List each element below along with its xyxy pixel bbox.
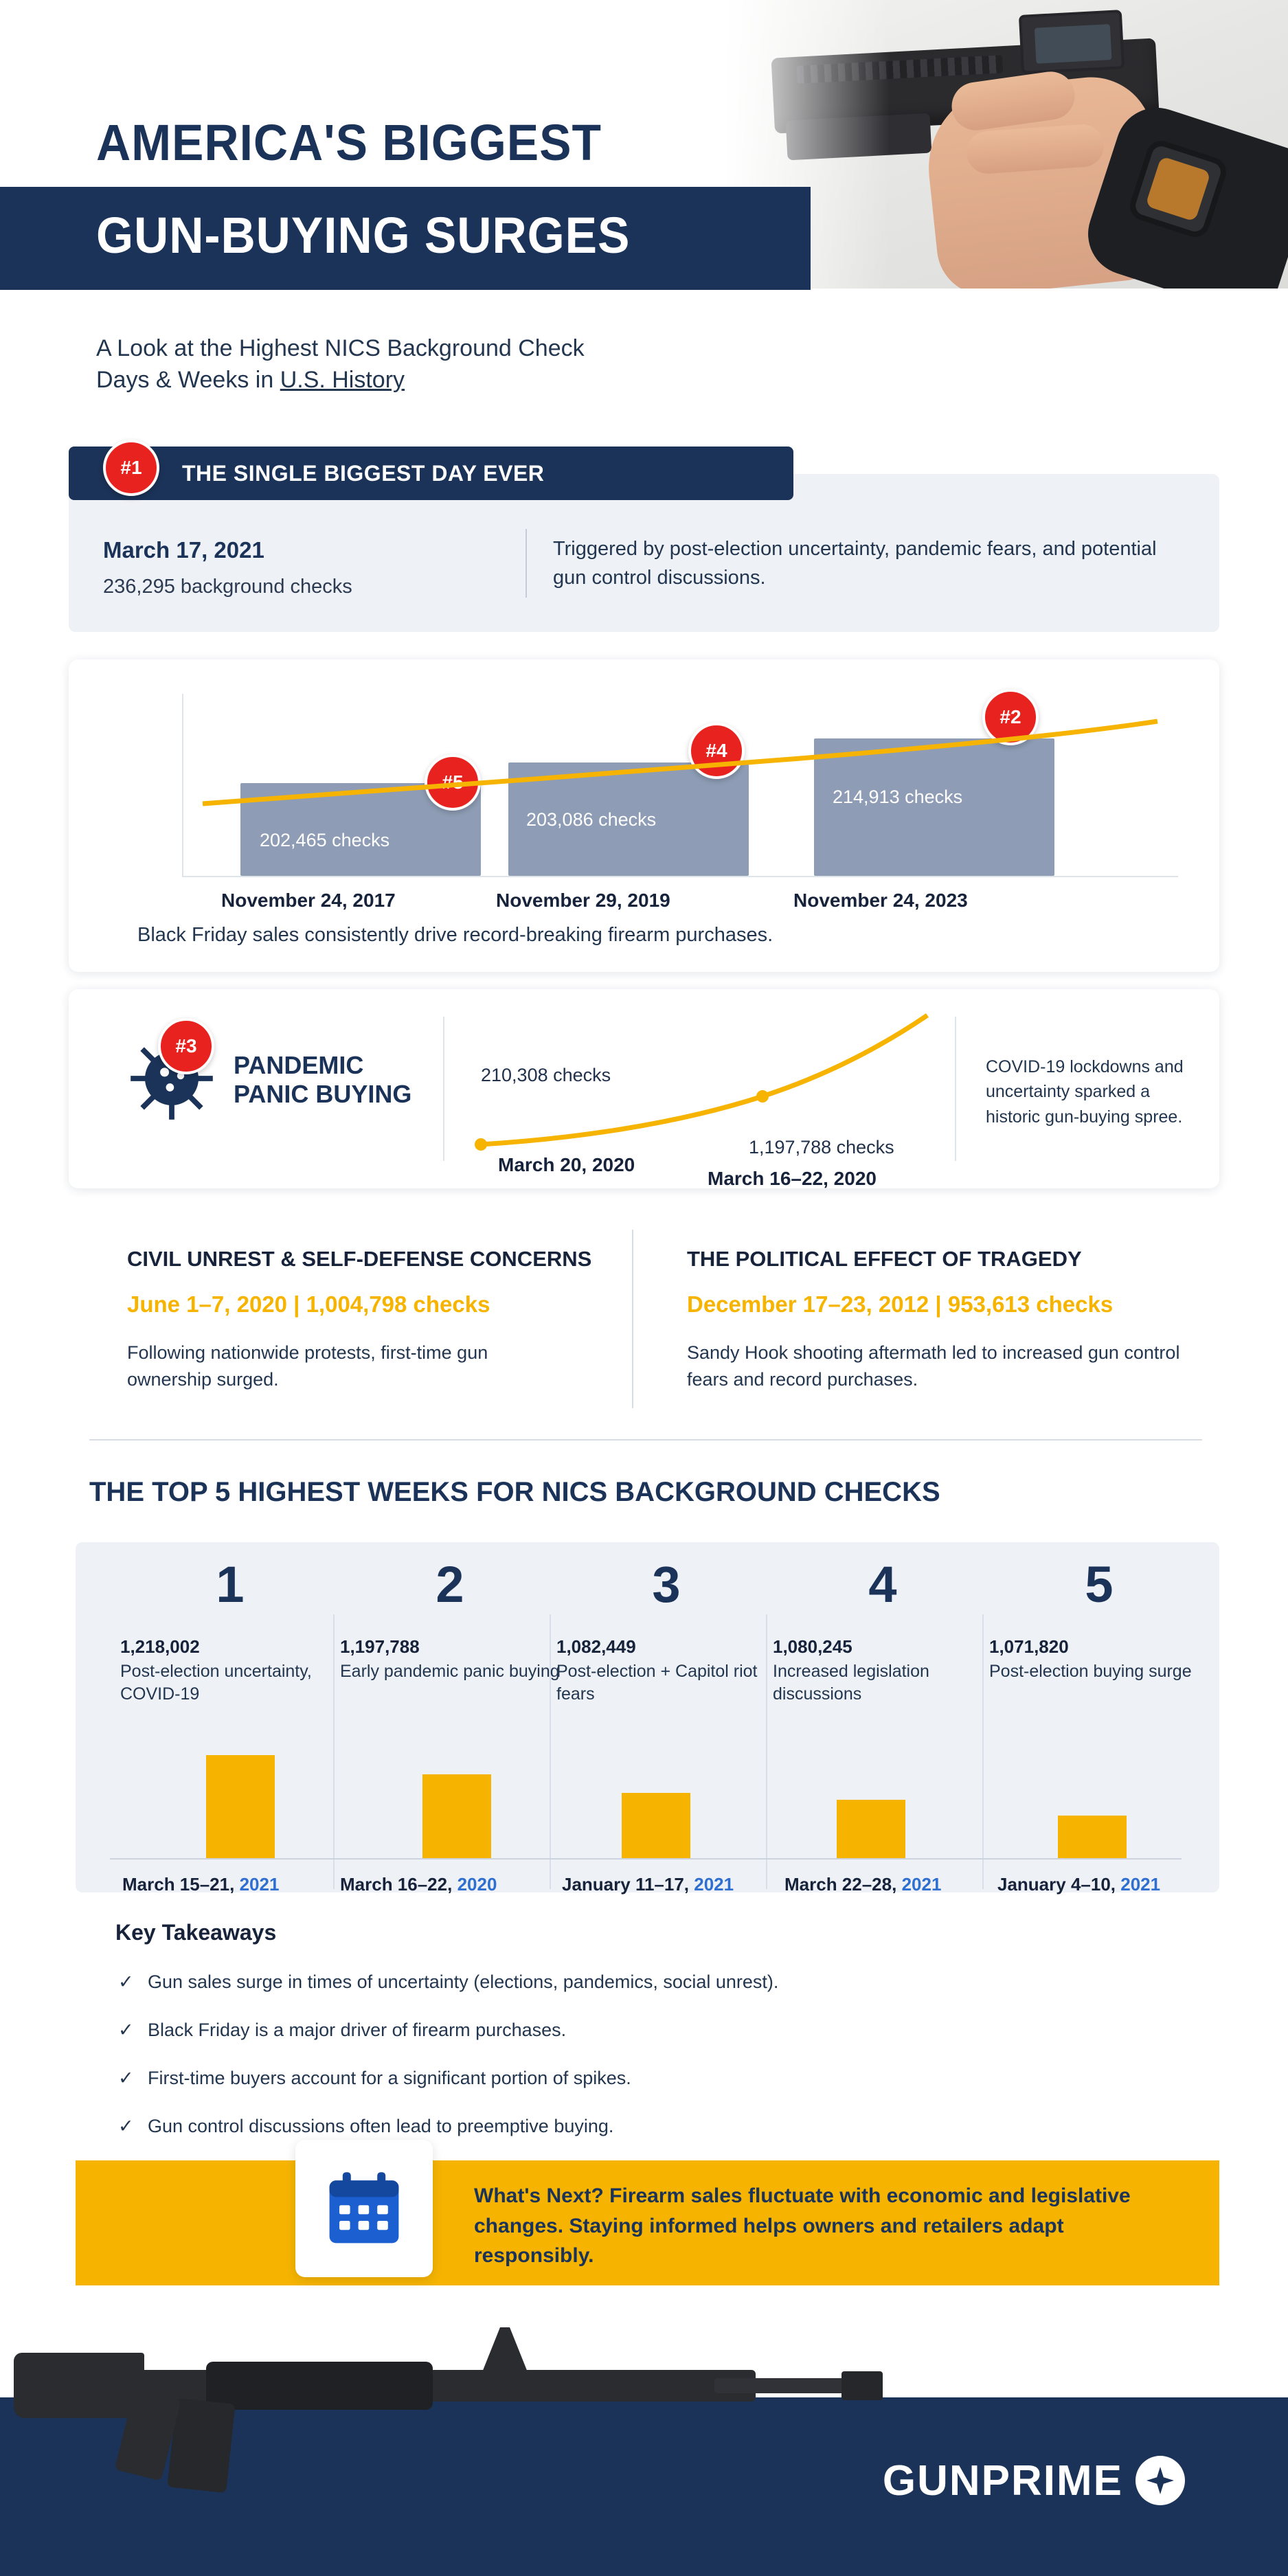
political-tragedy-description: Sandy Hook shooting aftermath led to increased gun control fears and record purchases. [687, 1342, 1180, 1390]
civil-unrest-title: CIVIL UNREST & SELF-DEFENSE CONCERNS [127, 1247, 592, 1271]
top5-date-year: 2021 [694, 1874, 734, 1895]
rank-badge-2: #2 [982, 689, 1039, 745]
divider [443, 1017, 444, 1161]
check-icon: ✓ [118, 2116, 134, 2136]
black-friday-caption: Black Friday sales consistently drive record-breaking firearm purchases. [137, 924, 773, 946]
top5-date-year: 2021 [1120, 1874, 1161, 1895]
red-dot-optic-shape [1019, 10, 1125, 74]
pandemic-title-line1: PANDEMIC [234, 1051, 364, 1079]
key-takeaway-item: Gun sales surge in times of uncertainty (elections, pandemics, social unrest). [148, 1971, 779, 1992]
top5-column-3 [556, 1556, 776, 1705]
subtitle-underlined: U.S. History [280, 366, 405, 393]
pandemic-title-line2: PANIC BUYING [234, 1080, 412, 1109]
top5-rank: 2 [436, 1556, 464, 1613]
top5-bar-4 [837, 1800, 905, 1858]
page-title-line2: GUN-BUYING SURGES [96, 207, 631, 264]
brand-logo-text: GUNPRIME [882, 2456, 1123, 2505]
top5-description: Increased legislation discussions [773, 1662, 929, 1704]
political-tragedy-stat: December 17–23, 2012 | 953,613 checks [687, 1291, 1114, 1317]
top5-column-1 [120, 1556, 340, 1705]
top5-column-2 [340, 1556, 560, 1683]
top5-date-main: March 15–21, [122, 1874, 240, 1895]
top5-date-2 [340, 1874, 497, 1895]
biggest-day-ribbon-label: THE SINGLE BIGGEST DAY EVER [182, 460, 545, 486]
black-friday-bar-2-label: 203,086 checks [526, 809, 657, 830]
rifle-muzzle-shape [841, 2371, 883, 2400]
cta-text: What's Next? Firearm sales fluctuate with economic and legislative changes. Staying informed helps owners and retailers adapt responsibly. [474, 2184, 1131, 2267]
biggest-day-checks: 236,295 background checks [103, 576, 352, 598]
black-friday-date-1: November 24, 2017 [221, 890, 396, 911]
top5-date-main: January 11–17, [562, 1874, 694, 1895]
biggest-day-date: March 17, 2021 [103, 537, 264, 563]
top5-description: Post-election uncertainty, COVID-19 [120, 1662, 312, 1704]
divider [526, 529, 527, 598]
rank-badge-5: #5 [425, 754, 481, 811]
rifle-photo [0, 2287, 893, 2514]
top5-number: 1,197,788 [340, 1636, 420, 1657]
pandemic-title [234, 1051, 411, 1109]
divider [89, 1439, 1202, 1440]
top5-number: 1,071,820 [989, 1636, 1069, 1657]
rifle-handguard-shape [206, 2362, 433, 2410]
black-friday-bar-1-label: 202,465 checks [260, 830, 390, 850]
black-friday-date-2: November 29, 2019 [496, 890, 670, 911]
rank-badge-3: #3 [158, 1018, 214, 1074]
page-subtitle [96, 333, 852, 396]
political-tragedy-title: THE POLITICAL EFFECT OF TRAGEDY [687, 1247, 1082, 1271]
check-icon: ✓ [118, 1971, 134, 1992]
top5-date-main: January 4–10, [997, 1874, 1121, 1895]
top5-date-year: 2020 [457, 1874, 497, 1895]
biggest-day-ribbon [69, 447, 793, 500]
top5-bar-3 [622, 1793, 690, 1858]
top5-rank: 5 [1085, 1556, 1114, 1613]
pandemic-description: COVID-19 lockdowns and uncertainty sparked a historic gun-buying spree. [986, 1057, 1184, 1127]
divider [632, 1230, 633, 1408]
top5-rank: 3 [652, 1556, 681, 1613]
subtitle-line1: A Look at the Highest NICS Background Check [96, 335, 585, 361]
key-takeaway-item: Black Friday is a major driver of firearm purchases. [148, 2020, 567, 2040]
page-title-line1: AMERICA'S BIGGEST [96, 114, 602, 171]
top5-number: 1,080,245 [773, 1636, 852, 1657]
top5-date-main: March 16–22, [340, 1874, 457, 1895]
top5-bar-5 [1058, 1816, 1127, 1858]
top5-description: Post-election buying surge [989, 1662, 1192, 1681]
top5-rank: 1 [216, 1556, 245, 1613]
top5-heading: THE TOP 5 HIGHEST WEEKS FOR NICS BACKGROUND CHECKS [89, 1477, 940, 1507]
top5-column-5 [989, 1556, 1209, 1683]
pandemic-point2-value: 1,197,788 checks [749, 1137, 894, 1157]
top5-x-axis [110, 1858, 1182, 1860]
civil-unrest-description: Following nationwide protests, first-time gun ownership surged. [127, 1342, 488, 1390]
biggest-day-description: Triggered by post-election uncertainty, pandemic fears, and potential gun control discussions. [553, 538, 1157, 589]
key-takeaway-item: First-time buyers account for a significant portion of spikes. [148, 2068, 631, 2088]
pandemic-point1-value: 210,308 checks [481, 1065, 611, 1085]
pandemic-point2-date: March 16–22, 2020 [708, 1168, 877, 1189]
rifle-front-sight-shape [481, 2327, 529, 2375]
top5-column-4 [773, 1556, 993, 1705]
calendar-icon [323, 2167, 405, 2250]
top5-number: 1,082,449 [556, 1636, 636, 1657]
top5-date-3 [562, 1874, 734, 1895]
brand-logo-mark-icon [1136, 2456, 1185, 2505]
black-friday-date-3: November 24, 2023 [793, 890, 968, 911]
check-icon: ✓ [118, 2068, 134, 2088]
top5-bar-2 [422, 1774, 491, 1858]
top5-date-4 [784, 1874, 941, 1895]
black-friday-trendline [182, 701, 1178, 886]
top5-description: Early pandemic panic buying [340, 1662, 560, 1681]
top5-date-year: 2021 [239, 1874, 280, 1895]
top5-description: Post-election + Capitol riot fears [556, 1662, 758, 1704]
top5-rank: 4 [868, 1556, 897, 1613]
top5-bar-1 [206, 1755, 275, 1858]
top5-date-5 [997, 1874, 1160, 1895]
top5-date-main: March 22–28, [784, 1874, 902, 1895]
key-takeaway-item: Gun control discussions often lead to preemptive buying. [148, 2116, 614, 2136]
top5-date-year: 2021 [901, 1874, 942, 1895]
key-takeaways-title: Key Takeaways [115, 1920, 277, 1945]
top5-date-1 [122, 1874, 279, 1895]
black-friday-bar-3-label: 214,913 checks [833, 787, 963, 807]
pandemic-point1-date: March 20, 2020 [498, 1154, 635, 1175]
brand-logo [883, 2456, 1185, 2505]
rank-badge-4: #4 [688, 723, 745, 779]
top5-number: 1,218,002 [120, 1636, 200, 1657]
subtitle-line2: Days & Weeks in [96, 366, 280, 393]
civil-unrest-stat: June 1–7, 2020 | 1,004,798 checks [127, 1291, 490, 1317]
check-icon: ✓ [118, 2020, 134, 2040]
divider [955, 1017, 956, 1161]
calendar-icon-box [295, 2140, 433, 2277]
rank-badge-1: #1 [103, 440, 159, 496]
rifle-barrel-shape [714, 2378, 852, 2393]
